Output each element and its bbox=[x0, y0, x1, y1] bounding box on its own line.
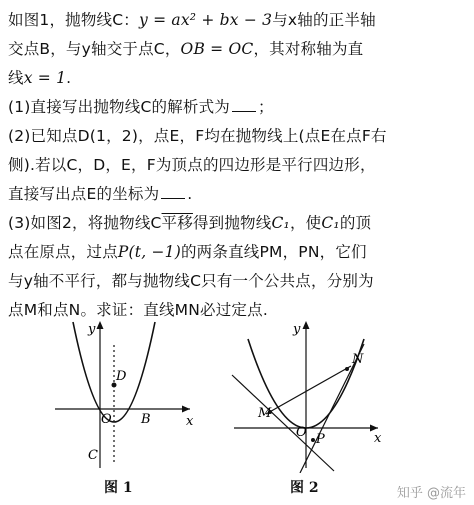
y-axis-arrow-icon bbox=[97, 321, 104, 329]
text-segment: 与x轴的正半轴 bbox=[272, 11, 376, 29]
line-mn bbox=[266, 366, 351, 414]
label-p: P bbox=[316, 432, 325, 447]
point-p bbox=[311, 438, 315, 442]
label-m: M bbox=[258, 406, 272, 421]
answer-blank-2 bbox=[161, 181, 185, 199]
label-c: C bbox=[88, 448, 98, 463]
question-2-text: (2)已知点D(1，2)，点E，F均在抛物线上(点E在点F右 bbox=[8, 127, 387, 145]
overlined-text: 平移 bbox=[161, 214, 193, 232]
text-segment: 点M和点N。求证：直线MN必过定点. bbox=[8, 301, 268, 319]
problem-line-6 bbox=[8, 151, 468, 180]
text-segment: ； bbox=[257, 98, 274, 116]
text-segment: ，使 bbox=[289, 214, 322, 232]
label-x: x bbox=[186, 414, 194, 429]
parabola-c1-symbol: C₁ bbox=[271, 214, 290, 232]
parabola-equation: y = ax² + bx − 3 bbox=[139, 11, 273, 29]
text-segment: . bbox=[66, 69, 72, 87]
label-o: O bbox=[296, 425, 307, 440]
problem-line-9 bbox=[8, 238, 468, 267]
label-x: x bbox=[374, 431, 382, 446]
problem-line-1 bbox=[8, 6, 468, 35]
figure-1-caption: 图 1 bbox=[104, 480, 133, 496]
question-3-text: (3)如图2，将抛物线C bbox=[8, 214, 162, 232]
watermark: 知乎 @流年 bbox=[396, 486, 466, 501]
point-p-expression: P(t, −1) bbox=[117, 243, 181, 261]
problem-line-7 bbox=[8, 180, 468, 209]
text-segment: 如图1，抛物线C： bbox=[8, 11, 139, 29]
text-segment: 点在原点，过点 bbox=[8, 243, 118, 261]
text-segment: 的顶 bbox=[339, 214, 372, 232]
text-segment: 线 bbox=[8, 69, 24, 87]
ob-oc-equation: OB = OC bbox=[180, 40, 254, 58]
text-segment: 交点B，与y轴交于点C， bbox=[8, 40, 181, 58]
parabola-c1-symbol: C₁ bbox=[321, 214, 340, 232]
text-segment: 得到抛物线 bbox=[192, 214, 272, 232]
label-n: N bbox=[352, 352, 364, 367]
text-segment: 的两条直线PM，PN，它们 bbox=[180, 243, 367, 261]
problem-line-8 bbox=[8, 209, 468, 238]
label-o: O bbox=[101, 412, 112, 427]
problem-line-3 bbox=[8, 64, 468, 93]
x-axis-arrow-icon bbox=[182, 406, 190, 413]
text-segment: . bbox=[187, 185, 193, 203]
label-d: D bbox=[116, 369, 127, 384]
figure-1 bbox=[55, 313, 215, 473]
problem-line-4 bbox=[8, 93, 468, 122]
answer-blank-1 bbox=[232, 94, 256, 112]
text-segment: 直接写出点E的坐标为 bbox=[8, 185, 160, 203]
problem-line-10 bbox=[8, 267, 468, 296]
text-segment: ，其对称轴为直 bbox=[253, 40, 364, 58]
figure-2 bbox=[228, 313, 388, 473]
label-b: B bbox=[141, 412, 151, 427]
label-y: y bbox=[293, 322, 301, 337]
problem-text bbox=[8, 6, 468, 325]
problem-line-5 bbox=[8, 122, 468, 151]
label-y: y bbox=[88, 322, 96, 337]
question-1-text: (1)直接写出抛物线C的解析式为 bbox=[8, 98, 230, 116]
text-segment: 与y轴不平行，都与抛物线C只有一个公共点，分别为 bbox=[8, 272, 374, 290]
axis-equation: x = 1 bbox=[23, 69, 67, 87]
point-n bbox=[345, 367, 349, 371]
problem-line-2 bbox=[8, 35, 468, 64]
figure-2-caption: 图 2 bbox=[290, 480, 319, 496]
text-segment: 侧).若以C，D，E，F为顶点的四边形是平行四边形， bbox=[8, 156, 376, 174]
y-axis-arrow-icon bbox=[303, 321, 310, 329]
